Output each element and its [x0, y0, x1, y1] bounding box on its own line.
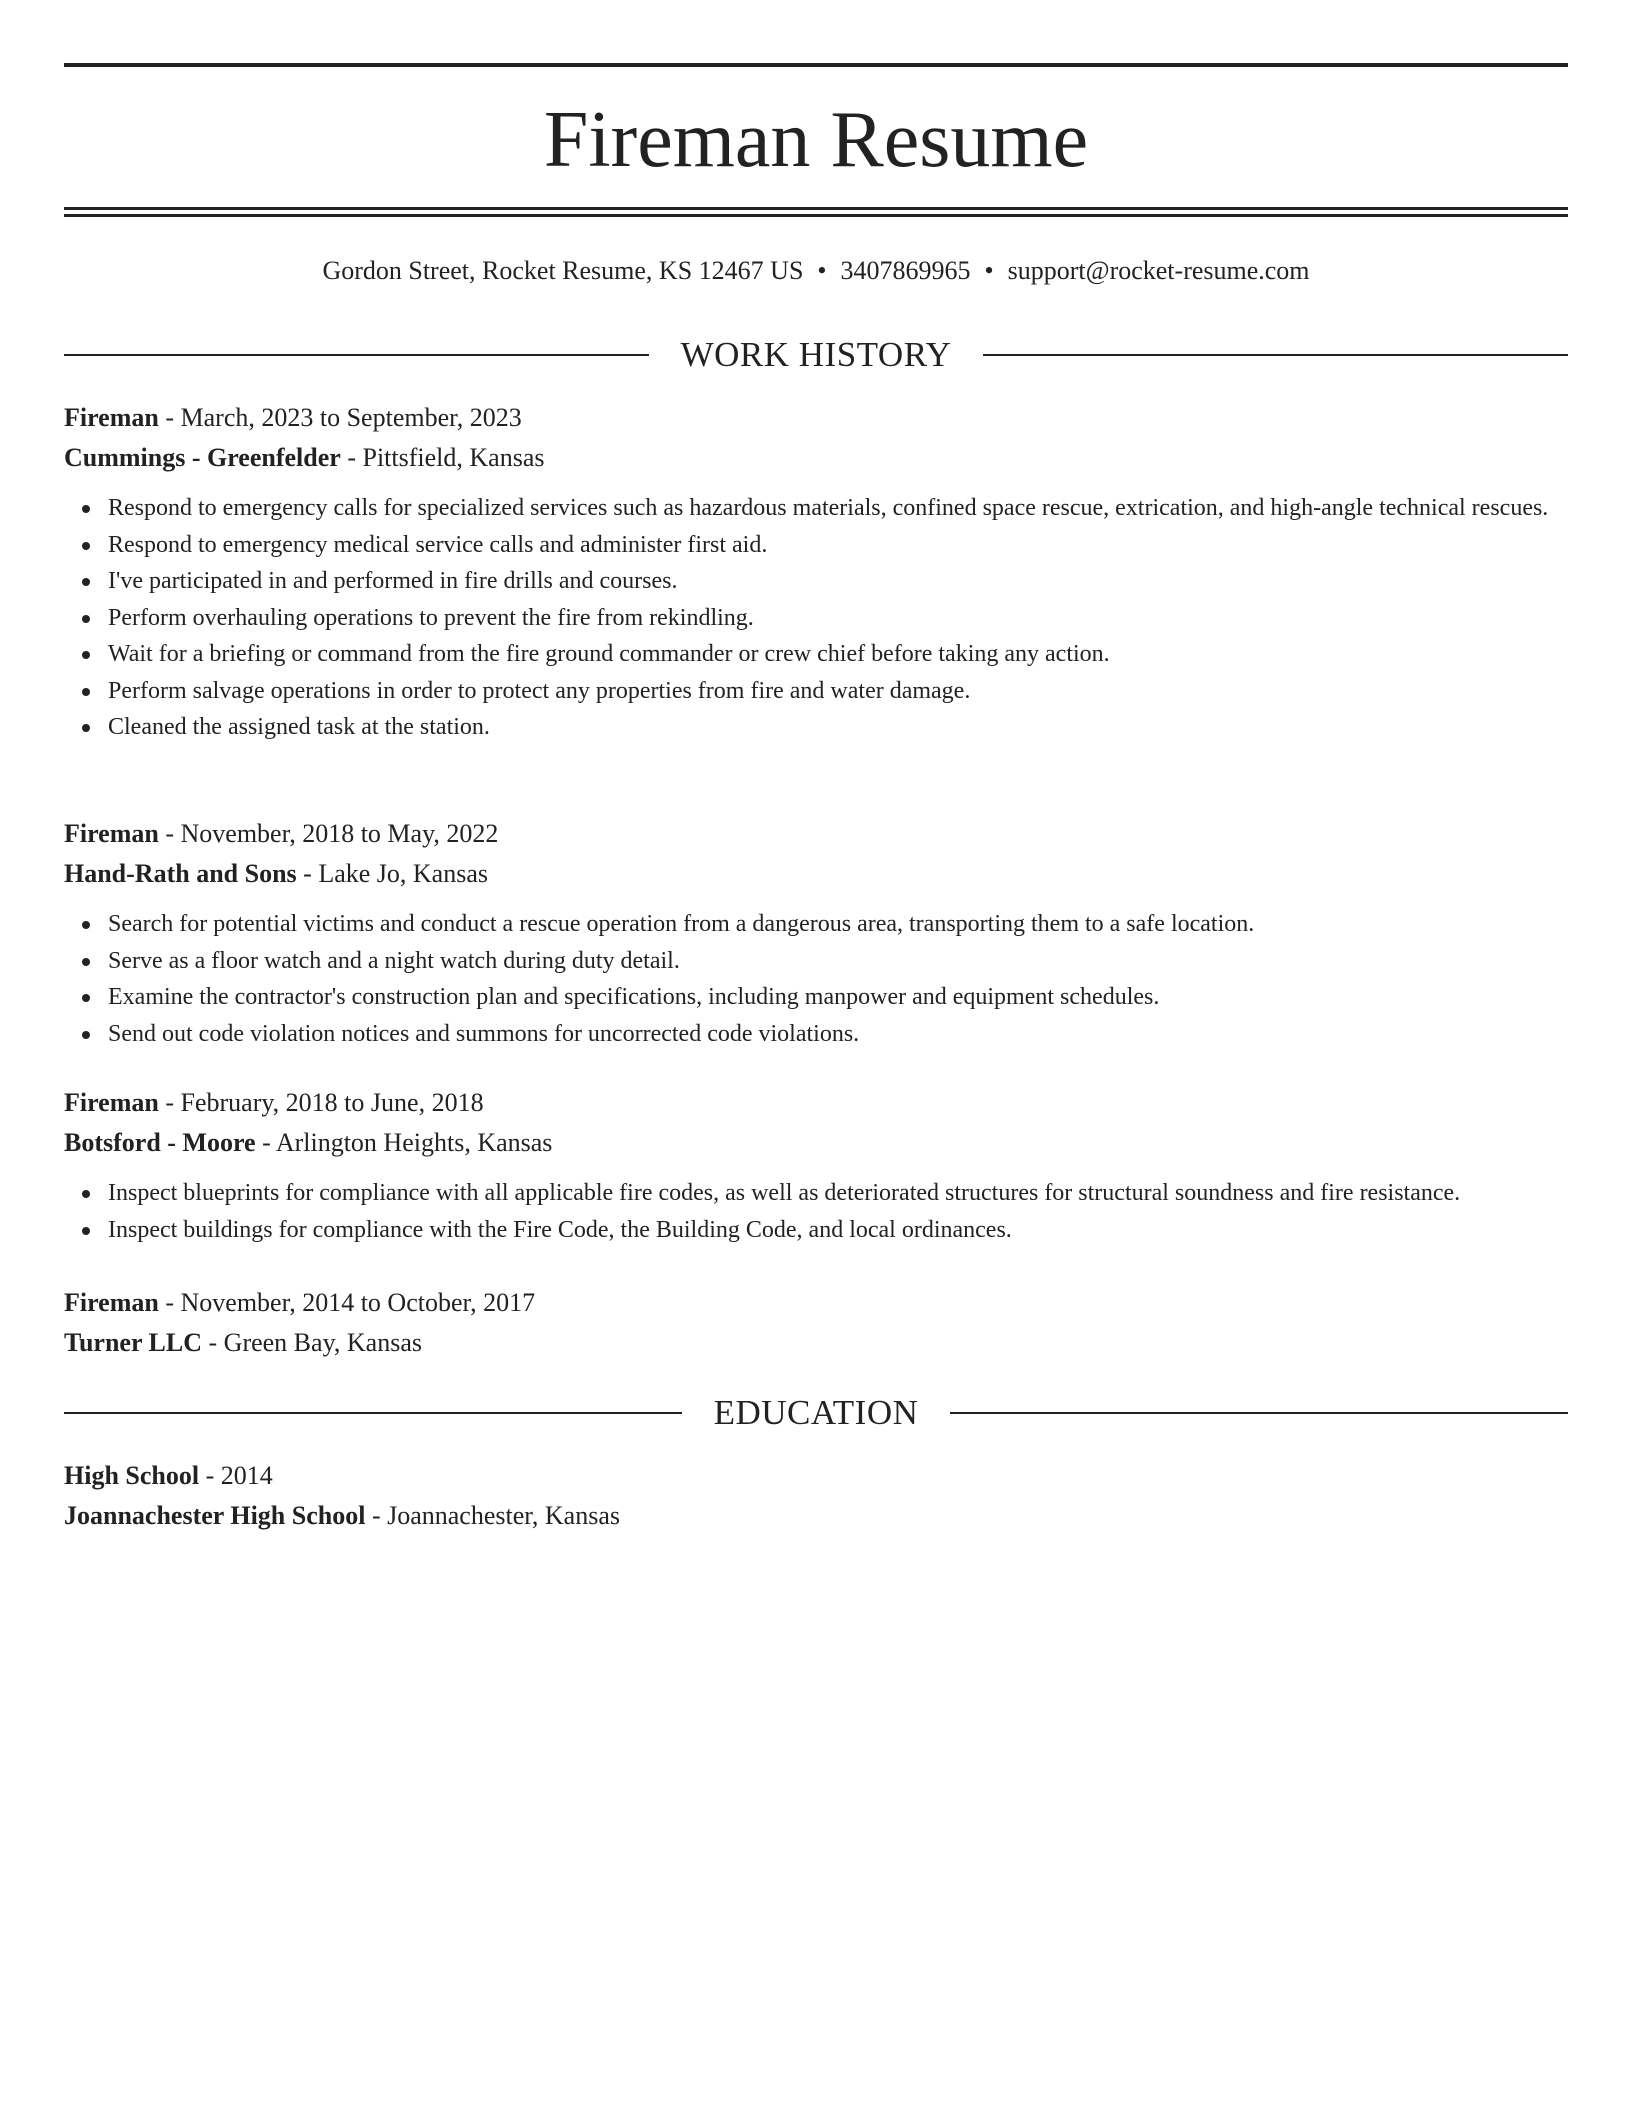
job-dates: March, 2023 to September, 2023	[180, 403, 522, 432]
contact-address: Gordon Street, Rocket Resume, KS 12467 US	[322, 256, 804, 285]
job-bullet: Perform overhauling operations to prevent the fire from rekindling.	[108, 600, 1568, 637]
contact-email: support@rocket-resume.com	[1007, 256, 1310, 285]
section-title: EDUCATION	[713, 1393, 919, 1432]
education-school: Joannachester High School	[64, 1501, 366, 1530]
job-company-line: Turner LLC - Green Bay, Kansas	[64, 1328, 422, 1357]
job-company-line: Cummings - Greenfelder - Pittsfield, Kansas	[64, 443, 545, 472]
header-rule-upper	[64, 207, 1568, 210]
job-bullet-list	[64, 906, 1568, 1052]
job-position: Fireman	[64, 403, 159, 432]
job-bullet: Inspect buildings for compliance with the Fire Code, the Building Code, and local ordinances.	[108, 1212, 1568, 1249]
job-dates: November, 2018 to May, 2022	[180, 819, 499, 848]
education-school-line: Joannachester High School - Joannachester, Kansas	[64, 1501, 620, 1530]
contact-separator: •	[817, 256, 827, 285]
job-location: Pittsfield, Kansas	[362, 443, 545, 472]
section-heading-rule-right	[950, 1412, 1568, 1414]
job-bullet-list	[64, 490, 1568, 746]
education-year: 2014	[220, 1461, 273, 1490]
section-heading-rule-left	[64, 354, 649, 356]
job-bullet: I've participated in and performed in fire drills and courses.	[108, 563, 1568, 600]
job-company: Hand-Rath and Sons	[64, 859, 297, 888]
education-degree-line: High School - 2014	[64, 1461, 273, 1490]
contact-phone: 3407869965	[840, 256, 971, 285]
resume-title: Fireman Resume	[543, 96, 1089, 184]
job-position: Fireman	[64, 1288, 159, 1317]
job-position: Fireman	[64, 819, 159, 848]
job-dates: February, 2018 to June, 2018	[180, 1088, 484, 1117]
job-company: Botsford - Moore	[64, 1128, 256, 1157]
header-rule-lower	[64, 214, 1568, 217]
job-bullet: Perform salvage operations in order to protect any properties from fire and water damage.	[108, 673, 1568, 710]
job-company-line: Hand-Rath and Sons - Lake Jo, Kansas	[64, 859, 489, 888]
section-heading-rule-left	[64, 1412, 682, 1414]
job-company-line: Botsford - Moore - Arlington Heights, Kansas	[64, 1128, 553, 1157]
job-bullet: Cleaned the assigned task at the station.	[108, 709, 1568, 746]
education-degree: High School	[64, 1461, 200, 1490]
section-title: WORK HISTORY	[680, 335, 952, 374]
job-title-line: Fireman - February, 2018 to June, 2018	[64, 1088, 484, 1117]
job-bullet: Send out code violation notices and summons for uncorrected code violations.	[108, 1016, 1568, 1053]
job-company: Turner LLC	[64, 1328, 202, 1357]
job-title-line: Fireman - November, 2018 to May, 2022	[64, 819, 499, 848]
section-heading-education	[64, 1391, 1568, 1435]
education-location: Joannachester, Kansas	[387, 1501, 620, 1530]
contact-separator: •	[984, 256, 994, 285]
job-location: Arlington Heights, Kansas	[275, 1128, 553, 1157]
job-title-line: Fireman - March, 2023 to September, 2023	[64, 403, 522, 432]
job-company: Cummings - Greenfelder	[64, 443, 341, 472]
job-bullet: Serve as a floor watch and a night watch during duty detail.	[108, 943, 1568, 980]
education-entry	[64, 1456, 1568, 1536]
job-position: Fireman	[64, 1088, 159, 1117]
job-entry	[64, 398, 1568, 746]
job-bullet: Search for potential victims and conduct a rescue operation from a dangerous area, transporting them to a safe location.	[108, 906, 1568, 943]
header-top-rule	[64, 63, 1568, 67]
job-bullet: Respond to emergency calls for specialized services such as hazardous materials, confined space rescue, extrication, and high-angle technical rescues.	[108, 490, 1568, 527]
job-bullet: Inspect blueprints for compliance with all applicable fire codes, as well as deteriorated structures for structural soundness and fire resistance.	[108, 1175, 1568, 1212]
section-heading-rule-right	[983, 354, 1568, 356]
job-dates: November, 2014 to October, 2017	[180, 1288, 536, 1317]
job-title-line: Fireman - November, 2014 to October, 2017	[64, 1288, 536, 1317]
job-entry	[64, 1083, 1568, 1248]
job-entry	[64, 814, 1568, 1052]
section-heading-work-history	[64, 333, 1568, 377]
job-location: Green Bay, Kansas	[223, 1328, 422, 1357]
job-bullet-list	[64, 1175, 1568, 1248]
job-entry	[64, 1283, 1568, 1363]
contact-line	[64, 254, 1568, 288]
job-bullet: Respond to emergency medical service calls and administer first aid.	[108, 527, 1568, 564]
job-bullet: Examine the contractor's construction plan and specifications, including manpower and equipment schedules.	[108, 979, 1568, 1016]
job-bullet: Wait for a briefing or command from the fire ground commander or crew chief before taking any action.	[108, 636, 1568, 673]
job-location: Lake Jo, Kansas	[318, 859, 489, 888]
